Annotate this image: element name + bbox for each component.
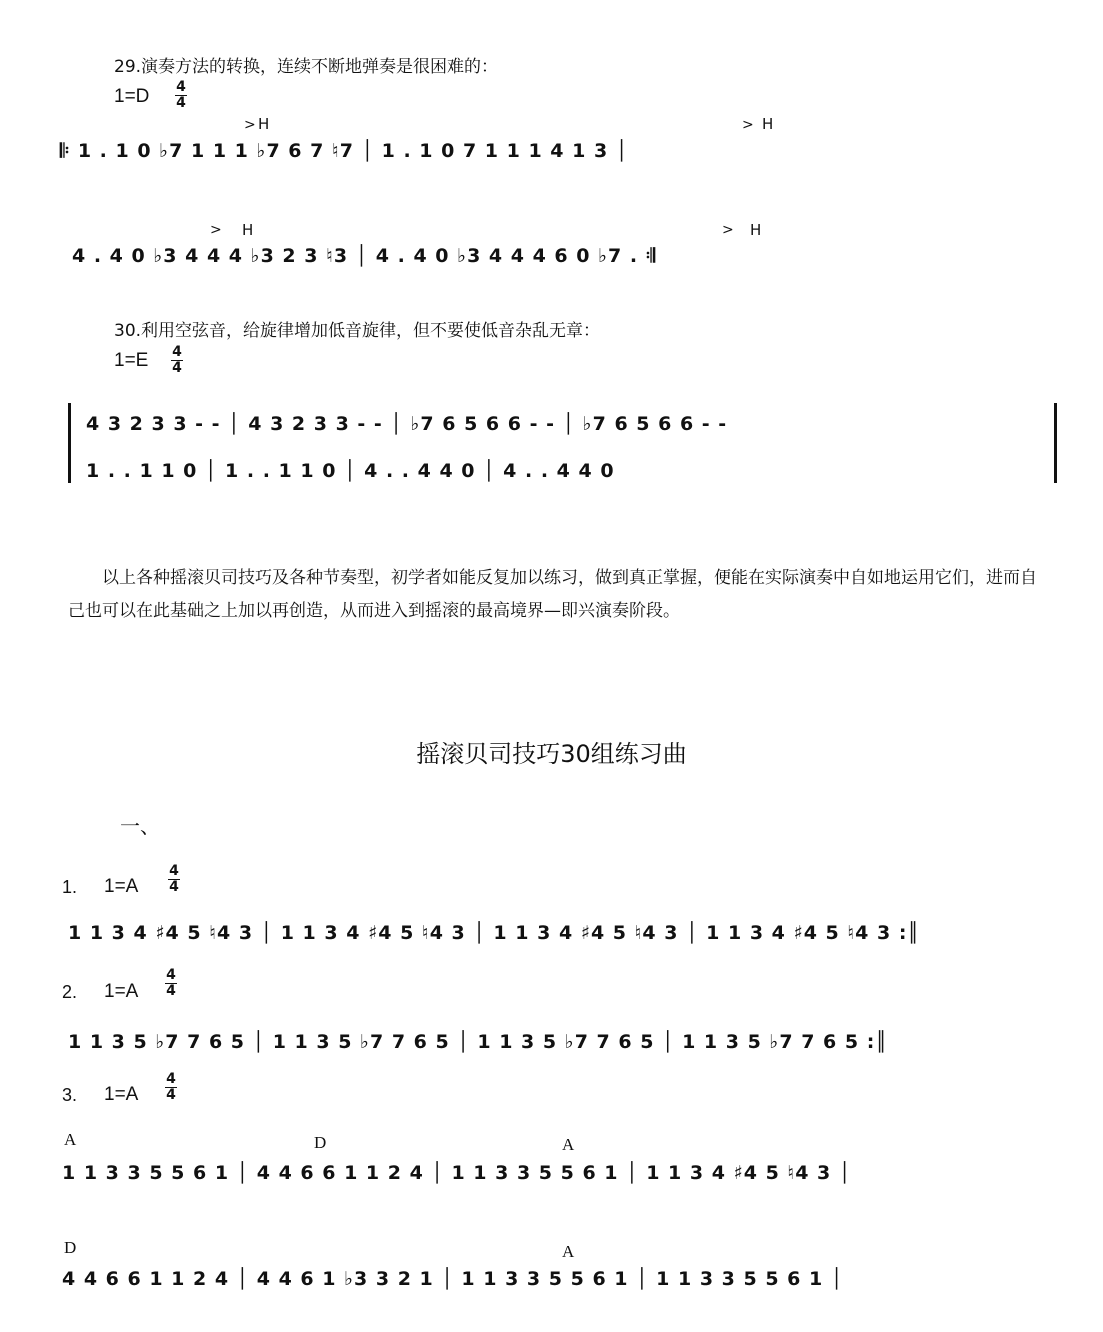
time-signature-top: 4 xyxy=(176,79,186,95)
exercise-29-staff-line-2: 4 . 4 0 ♭3 4 4 4 ♭3 2 3 ♮3 │ 4 . 4 0 ♭3 4 4 4 6 0 ♭7 . 𝄇 xyxy=(72,245,656,267)
exercise-29-time-signature xyxy=(174,80,188,111)
hammer-on-mark: H xyxy=(762,115,774,133)
item-1-time-signature xyxy=(167,864,181,895)
accent-mark: > xyxy=(722,222,734,238)
accent-mark: > xyxy=(210,222,222,238)
chord-symbol: D xyxy=(64,1238,77,1257)
system-end-barline xyxy=(1054,403,1057,483)
item-2-key: 1=A xyxy=(104,981,139,1002)
time-signature-bottom: 4 xyxy=(169,879,179,895)
time-signature-bottom: 4 xyxy=(166,1087,176,1103)
item-2-staff: 1 1 3 5 ♭7 7 6 5 │ 1 1 3 5 ♭7 7 6 5 │ 1 1 3 5 ♭7 7 6 5 │ 1 1 3 5 ♭7 7 6 5 :║ xyxy=(68,1031,888,1053)
system-start-barline xyxy=(68,403,71,483)
item-3-number: 3. xyxy=(62,1085,78,1105)
chord-symbol: A xyxy=(562,1242,575,1261)
hammer-on-mark: H xyxy=(750,221,762,239)
exercise-30-upper-voice: 4 3 2 3 3 - - │ 4 3 2 3 3 - - │ ♭7 6 5 6 6 - - │ ♭7 6 5 6 6 - - xyxy=(86,413,728,435)
hammer-on-mark: H xyxy=(258,115,270,133)
item-2-number: 2. xyxy=(62,982,78,1002)
accent-mark: > xyxy=(244,117,256,133)
chord-symbol: D xyxy=(314,1133,327,1152)
time-signature-bottom: 4 xyxy=(172,360,182,376)
hammer-on-mark: H xyxy=(242,221,254,239)
exercise-30-heading: 30.利用空弦音，给旋律增加低音旋律，但不要使低音杂乱无章： xyxy=(114,321,601,341)
summary-paragraph: 以上各种摇滚贝司技巧及各种节奏型，初学者如能反复加以练习，做到真正掌握，便能在实际演奏中自如地运用它们，进而自己也可以在此基础之上加以再创造，从而进入到摇滚的最高境界—即兴演奏阶段。 xyxy=(68,568,1037,621)
section-subtitle: 一、 xyxy=(120,814,160,838)
item-1-key: 1=A xyxy=(104,876,139,897)
exercise-29-staff-line-1: 𝄆 1 . 1 0 ♭7 1 1 1 ♭7 6 7 ♮7 │ 1 . 1 0 7 1 1 1 4 1 3 │ xyxy=(60,140,629,162)
exercise-30-time-signature xyxy=(170,345,184,376)
item-3-key: 1=A xyxy=(104,1084,139,1105)
exercise-29-heading: 29.演奏方法的转换，连续不断地弹奏是很困难的： xyxy=(114,57,499,77)
time-signature-bottom: 4 xyxy=(176,95,186,111)
accent-mark: > xyxy=(742,117,754,133)
item-2-time-signature xyxy=(164,968,178,999)
time-signature-top: 4 xyxy=(169,863,179,879)
time-signature-bottom: 4 xyxy=(166,983,176,999)
time-signature-top: 4 xyxy=(166,1071,176,1087)
time-signature-top: 4 xyxy=(166,967,176,983)
item-1-number: 1. xyxy=(62,877,78,897)
exercise-29-key: 1=D xyxy=(114,86,150,107)
exercise-30-lower-voice: 1 . . 1 1 0 │ 1 . . 1 1 0 │ 4 . . 4 4 0 │ 4 . . 4 4 0 xyxy=(86,460,615,482)
item-3-staff-line-1: 1 1 3 3 5 5 6 1 │ 4 4 6 6 1 1 2 4 │ 1 1 3 3 5 5 6 1 │ 1 1 3 4 ♯4 5 ♮4 3 │ xyxy=(62,1162,852,1184)
exercise-30-key: 1=E xyxy=(114,350,149,371)
item-3-staff-line-2: 4 4 6 6 1 1 2 4 │ 4 4 6 1 ♭3 3 2 1 │ 1 1 3 3 5 5 6 1 │ 1 1 3 3 5 5 6 1 │ xyxy=(62,1268,844,1290)
chord-symbol: A xyxy=(562,1135,575,1154)
chord-symbol: A xyxy=(64,1130,77,1149)
item-3-time-signature xyxy=(164,1072,178,1103)
item-1-staff: 1 1 3 4 ♯4 5 ♮4 3 │ 1 1 3 4 ♯4 5 ♮4 3 │ 1 1 3 4 ♯4 5 ♮4 3 │ 1 1 3 4 ♯4 5 ♮4 3 :║ xyxy=(68,922,920,944)
time-signature-top: 4 xyxy=(172,344,182,360)
section-title: 摇滚贝司技巧30组练习曲 xyxy=(416,740,687,768)
